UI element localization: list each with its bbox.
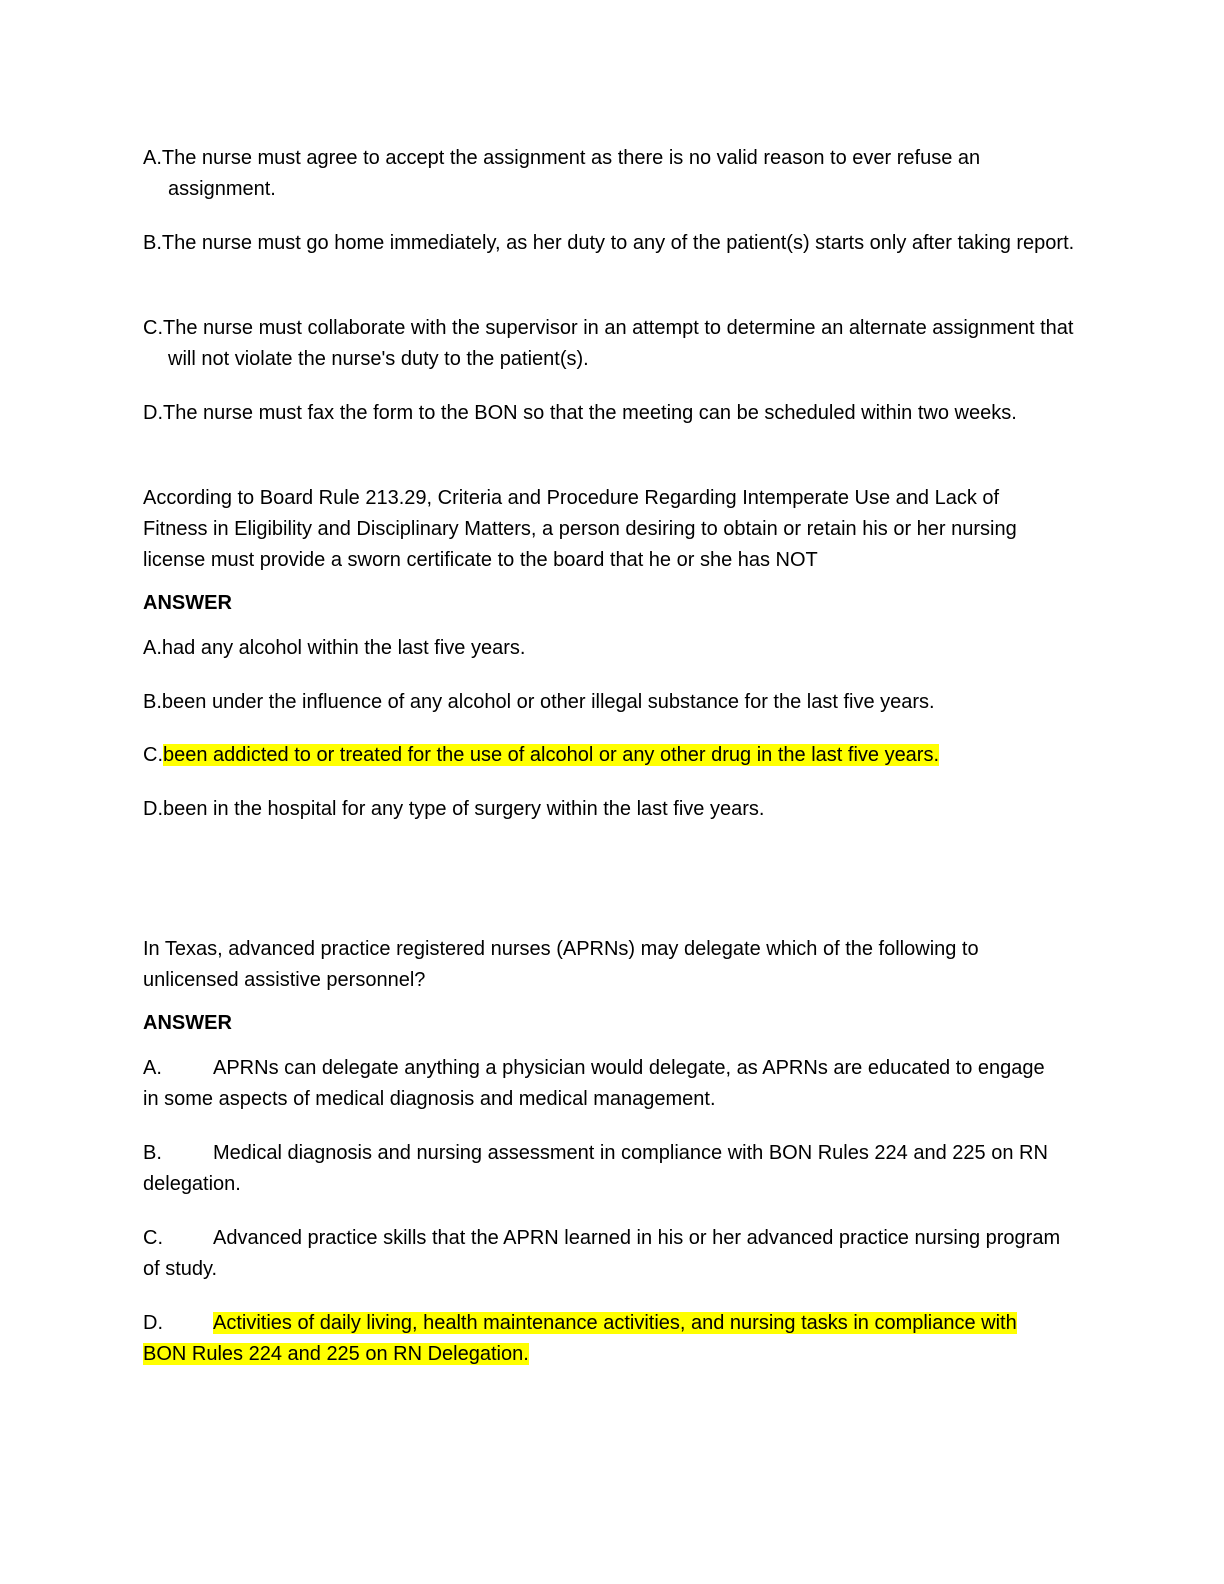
option-text: APRNs can delegate anything a physician would delegate, as APRNs are educated to engage in some aspects of medical diagnosis and medical management. [143, 1057, 1045, 1110]
question-2-option-c-highlighted-answer: been addicted to or treated for the use of alcohol or any other drug in the last five years. [163, 744, 940, 766]
question-2-prompt: According to Board Rule 213.29, Criteria and Procedure Regarding Intemperate Use and Lack of Fitness in Eligibility and Disciplinary Matters, a person desiring to obtain or retain his or her nursing license must provide a sworn certificate to the board that he or she has NOT [143, 487, 1017, 571]
prev-option-d: D.The nurse must fax the form to the BON so that the meeting can be scheduled within two weeks. [143, 402, 1017, 424]
prev-option-b: B.The nurse must go home immediately, as her duty to any of the patient(s) starts only after taking report. [143, 232, 1075, 254]
prev-option-a: A.The nurse must agree to accept the assignment as there is no valid reason to ever refuse an assignment. [143, 147, 981, 200]
option-text: Medical diagnosis and nursing assessment in compliance with BON Rules 224 and 225 on RN delegation. [143, 1142, 1048, 1195]
question-2-option-a: A.had any alcohol within the last five years. [143, 637, 526, 659]
question-3-answer-label: ANSWER [143, 1012, 232, 1034]
question-3-prompt: In Texas, advanced practice registered nurses (APRNs) may delegate which of the following to unlicensed assistive personnel? [143, 938, 979, 991]
question-2-option-c-letter: C. [143, 744, 163, 766]
question-3-option-a [143, 1053, 1063, 1115]
question-3-option-d [143, 1308, 1063, 1370]
question-2-option-b: B.been under the influence of any alcohol or other illegal substance for the last five years. [143, 691, 935, 713]
question-2-option-c [143, 740, 939, 771]
option-letter: C. [143, 1227, 163, 1249]
question-2-option-d: D.been in the hospital for any type of surgery within the last five years. [143, 798, 765, 820]
question-3-option-c [143, 1223, 1063, 1285]
option-letter: A. [143, 1057, 162, 1079]
question-3-option-b [143, 1138, 1063, 1200]
option-letter: B. [143, 1142, 162, 1164]
prev-option-c: C.The nurse must collaborate with the supervisor in an attempt to determine an alternate assignment that will not violate the nurse's duty to the patient(s). [143, 317, 1074, 370]
option-text: Advanced practice skills that the APRN learned in his or her advanced practice nursing program of study. [143, 1227, 1061, 1280]
option-letter: D. [143, 1312, 163, 1334]
question-2-answer-label: ANSWER [143, 592, 232, 614]
question-3-option-d-highlighted-answer: Activities of daily living, health maintenance activities, and nursing tasks in compliance with BON Rules 224 and 225 on RN Delegation. [143, 1312, 1017, 1365]
